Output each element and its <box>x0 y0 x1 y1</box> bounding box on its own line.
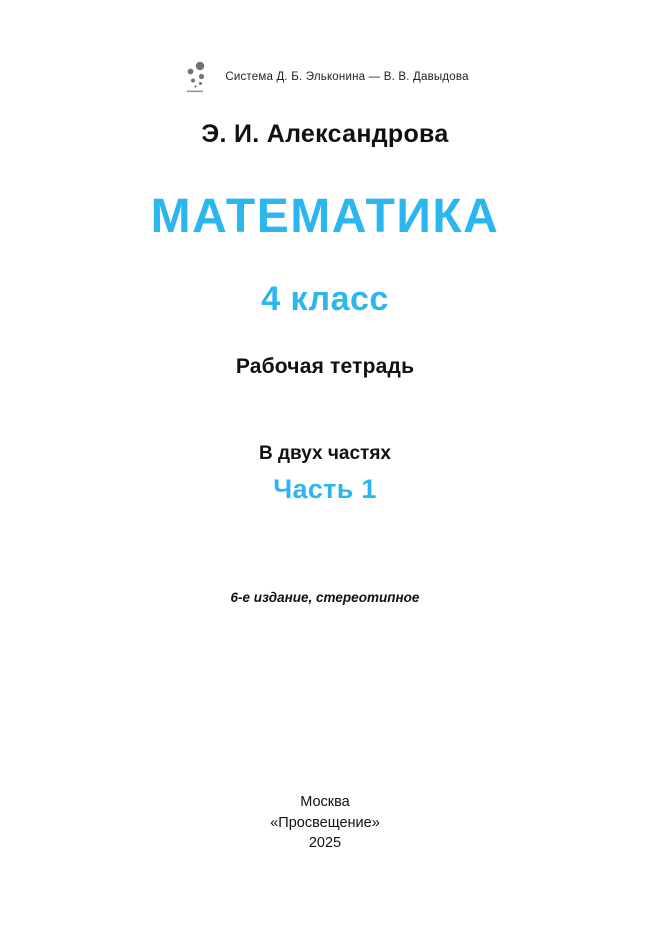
series-line <box>0 58 650 96</box>
imprint-publisher: «Просвещение» <box>270 814 380 831</box>
part-number-label: Часть 1 <box>273 474 377 504</box>
dots-cluster-logo-icon <box>181 58 215 96</box>
author-name: Э. И. Александрова <box>201 120 449 148</box>
imprint-year: 2025 <box>308 835 342 852</box>
book-subtitle: Рабочая тетрадь <box>235 355 415 378</box>
edition-statement: 6-е издание, стереотипное <box>230 590 420 605</box>
parts-total-label: В двух частях <box>258 443 392 464</box>
imprint-block <box>0 792 650 854</box>
series-title: Система Д. Б. Эльконина — В. В. Давыдова <box>225 71 469 83</box>
grade-level: 4 класс <box>261 280 389 318</box>
imprint-city: Москва <box>300 794 350 810</box>
book-title: МАТЕМАТИКА <box>150 190 500 243</box>
